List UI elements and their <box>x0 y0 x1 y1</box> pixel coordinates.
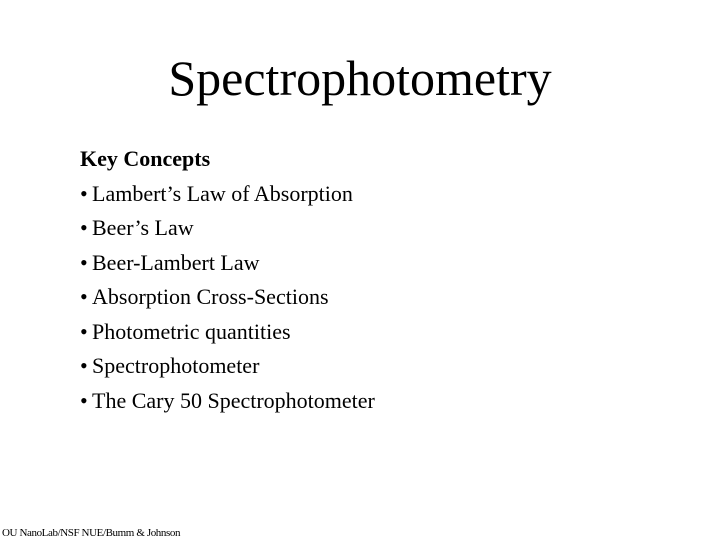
bullet-text: Absorption Cross-Sections <box>92 284 329 309</box>
slide-content <box>80 142 680 418</box>
bullet-text: The Cary 50 Spectrophotometer <box>92 387 375 413</box>
bullet-text: Beer’s Law <box>92 215 194 240</box>
bullet-icon: • <box>80 180 88 206</box>
bullet-item <box>80 349 680 384</box>
bullet-icon: • <box>80 215 88 240</box>
bullet-text: Lambert’s Law of Absorption <box>92 180 353 206</box>
slide-footer: OU NanoLab/NSF NUE/Bumm & Johnson <box>2 527 181 539</box>
bullet-text: Beer-Lambert Law <box>92 249 260 275</box>
slide-title: Spectrophotometry <box>168 50 552 106</box>
bullet-icon: • <box>80 387 88 413</box>
bullet-icon: • <box>80 353 88 378</box>
bullet-item <box>80 246 680 281</box>
bullet-icon: • <box>80 249 88 275</box>
bullet-list <box>80 177 680 419</box>
bullet-text: Photometric quantities <box>92 318 291 344</box>
bullet-item <box>80 315 680 350</box>
bullet-icon: • <box>80 318 88 344</box>
bullet-text: Spectrophotometer <box>92 353 260 378</box>
bullet-item <box>80 384 680 419</box>
key-concepts-heading: Key Concepts <box>80 146 211 171</box>
bullet-item <box>80 280 680 315</box>
bullet-icon: • <box>80 284 88 309</box>
bullet-item <box>80 211 680 246</box>
bullet-item <box>80 177 680 212</box>
